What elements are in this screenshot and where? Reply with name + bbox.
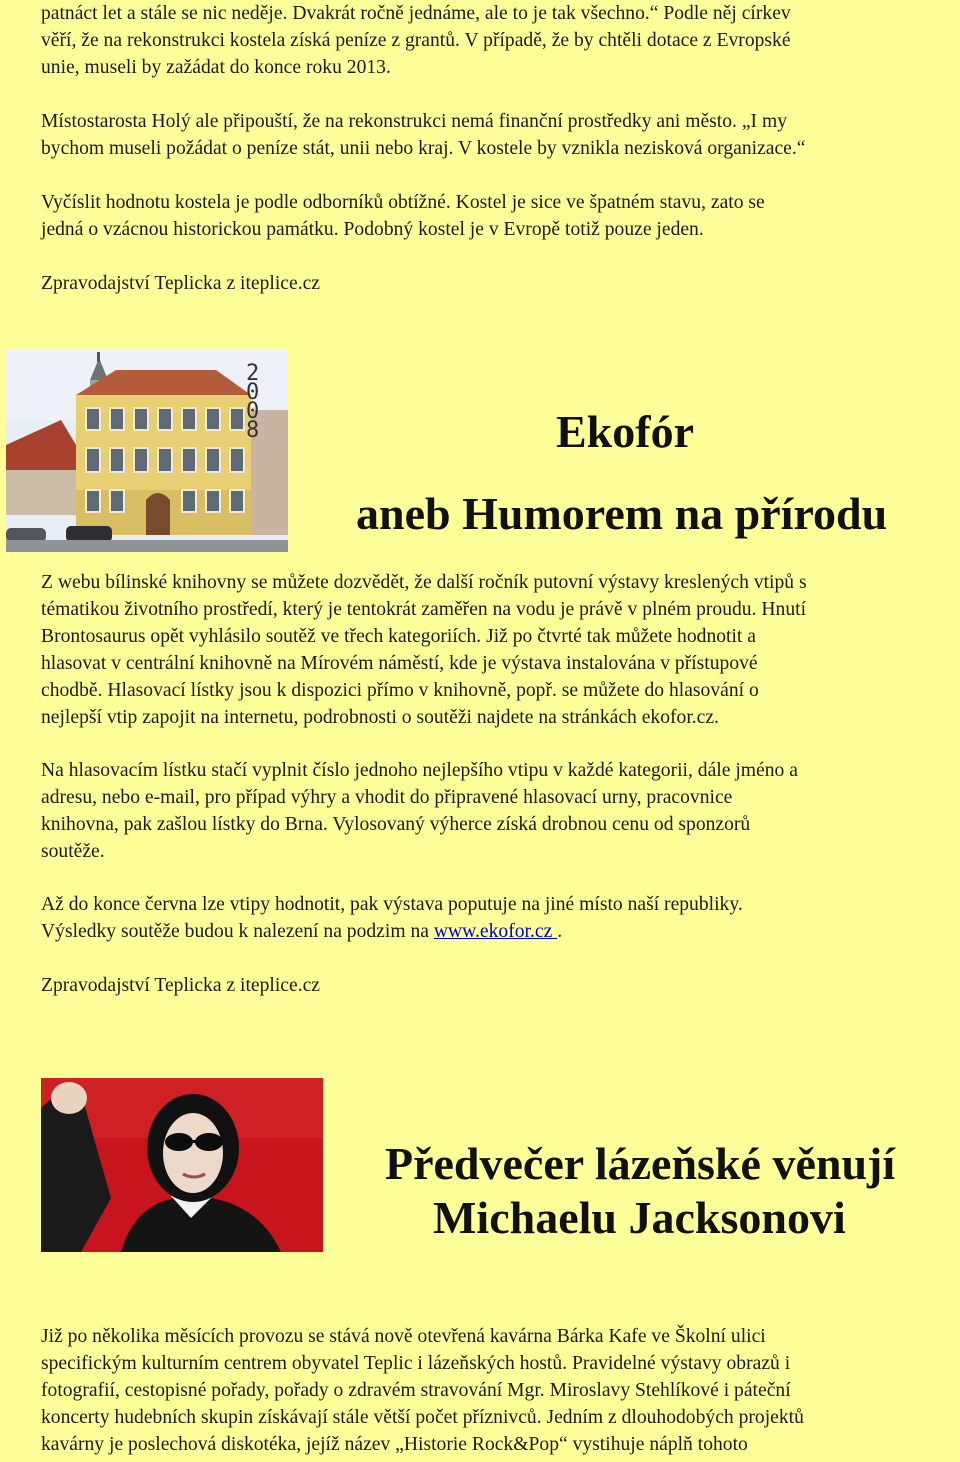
building-photo [6, 350, 288, 552]
text-line: adresu, nebo e-mail, pro případ výhry a vhodit do připravené hlasovací urny, pracovnice [41, 787, 733, 808]
text-segment: Výsledky soutěže budou k nalezení na podzim na [41, 921, 434, 942]
text-line: patnáct let a stále se nic neděje. Dvakrát ročně jednáme, ale to je tak všechno.“ Podle něj církev [41, 3, 791, 24]
article2-source [41, 972, 960, 999]
text-line: Na hlasovacím lístku stačí vyplnit číslo jednoho nejlepšího vtipu v každé kategorii, dále jméno a [41, 760, 798, 781]
text-line: bychom museli požádat o peníze stát, unii nebo kraj. V kostele by vznikla nezisková organizace.“ [41, 138, 806, 159]
article2-paragraph-2 [41, 757, 960, 865]
article1-paragraph-1 [41, 0, 960, 81]
article2-paragraph-1 [41, 569, 960, 731]
article1-paragraph-2 [41, 108, 960, 162]
article1-paragraph-3 [41, 189, 960, 243]
text-line: chodbě. Hlasovací lístky jsou k dispozici přímo v knihovně, popř. se můžete do hlasování o [41, 680, 759, 701]
article3-title-line2: Michaelu Jacksonovi [433, 1192, 846, 1243]
article2-paragraph-3 [41, 891, 960, 945]
text-line: koncerty hudebních skupin získávají stále větší počet příznivců. Jedním z dlouhodobých projektů [41, 1407, 804, 1428]
article2-title-line1: Ekofór [556, 406, 694, 457]
text-line: knihovna, pak zašlou lístky do Brna. Vylosovaný výherce získá drobnou cenu od sponzorů [41, 814, 751, 835]
performer-photo [41, 1078, 323, 1252]
text-line: věří, že na rekonstrukci kostela získá peníze z grantů. V případě, že by chtěli dotace z Evropské [41, 30, 791, 51]
text-line-with-link [41, 918, 960, 945]
text-line: hlasovat v centrální knihovně na Mírovém náměstí, kde je výstava instalována v přístupové [41, 653, 758, 674]
text-line: soutěže. [41, 841, 105, 862]
text-line: nejlepší vtip zapojit na internetu, podrobnosti o soutěži najdete na stránkách ekofor.cz. [41, 707, 719, 728]
text-line: fotografií, cestopisné pořady, pořady o zdravém stravování Mgr. Miroslavy Stehlíkové i páteční [41, 1380, 791, 1401]
text-line: specifickým kulturním centrem obyvatel Teplic i lázeňských hostů. Pravidelné výstavy obrazů i [41, 1353, 791, 1374]
article3-paragraph-1 [41, 1323, 960, 1458]
text-line: Z webu bílinské knihovny se můžete dozvědět, že další ročník putovní výstavy kreslených vtipů s [41, 572, 807, 593]
ekofor-link[interactable]: www.ekofor.cz [433, 921, 558, 942]
article2-title-line2: aneb Humorem na přírodu [356, 488, 888, 539]
text-line: Již po několika měsících provozu se stává nově otevřená kavárna Bárka Kafe ve Školní ulici [41, 1326, 766, 1347]
text-line: unie, museli by zažádat do konce roku 2013. [41, 57, 391, 78]
text-line: Místostarosta Holý ale připouští, že na rekonstrukci nemá finanční prostředky ani město. „I my [41, 111, 788, 132]
text-line: kavárny je poslechová diskotéka, jejíž název „Historie Rock&Pop“ vystihuje náplň tohoto [41, 1434, 748, 1455]
text-segment: . [557, 921, 563, 942]
photo-year-caption: 2008 [246, 361, 260, 443]
article3-title-line1: Předvečer lázeňské věnují [385, 1138, 896, 1189]
source-line: Zpravodajství Teplicka z iteplice.cz [41, 975, 320, 996]
article1-source [41, 270, 960, 297]
text-line: Až do konce června lze vtipy hodnotit, pak výstava poputuje na jiné místo naší republiky. [41, 894, 743, 915]
text-line: Brontosaurus opět vyhlásilo soutěž ve třech kategoriích. Již po čtvrté tak můžete hodnotit a [41, 626, 756, 647]
text-line: tématikou životního prostředí, který je tentokrát zaměřen na vodu je právě v plném proudu. Hnutí [41, 599, 807, 620]
text-line: jedná o vzácnou historickou památku. Podobný kostel je v Evropě totiž pouze jeden. [41, 219, 704, 240]
source-line: Zpravodajství Teplicka z iteplice.cz [41, 273, 320, 294]
text-line: Vyčíslit hodnotu kostela je podle odborníků obtížné. Kostel je sice ve špatném stavu, zato se [41, 192, 765, 213]
